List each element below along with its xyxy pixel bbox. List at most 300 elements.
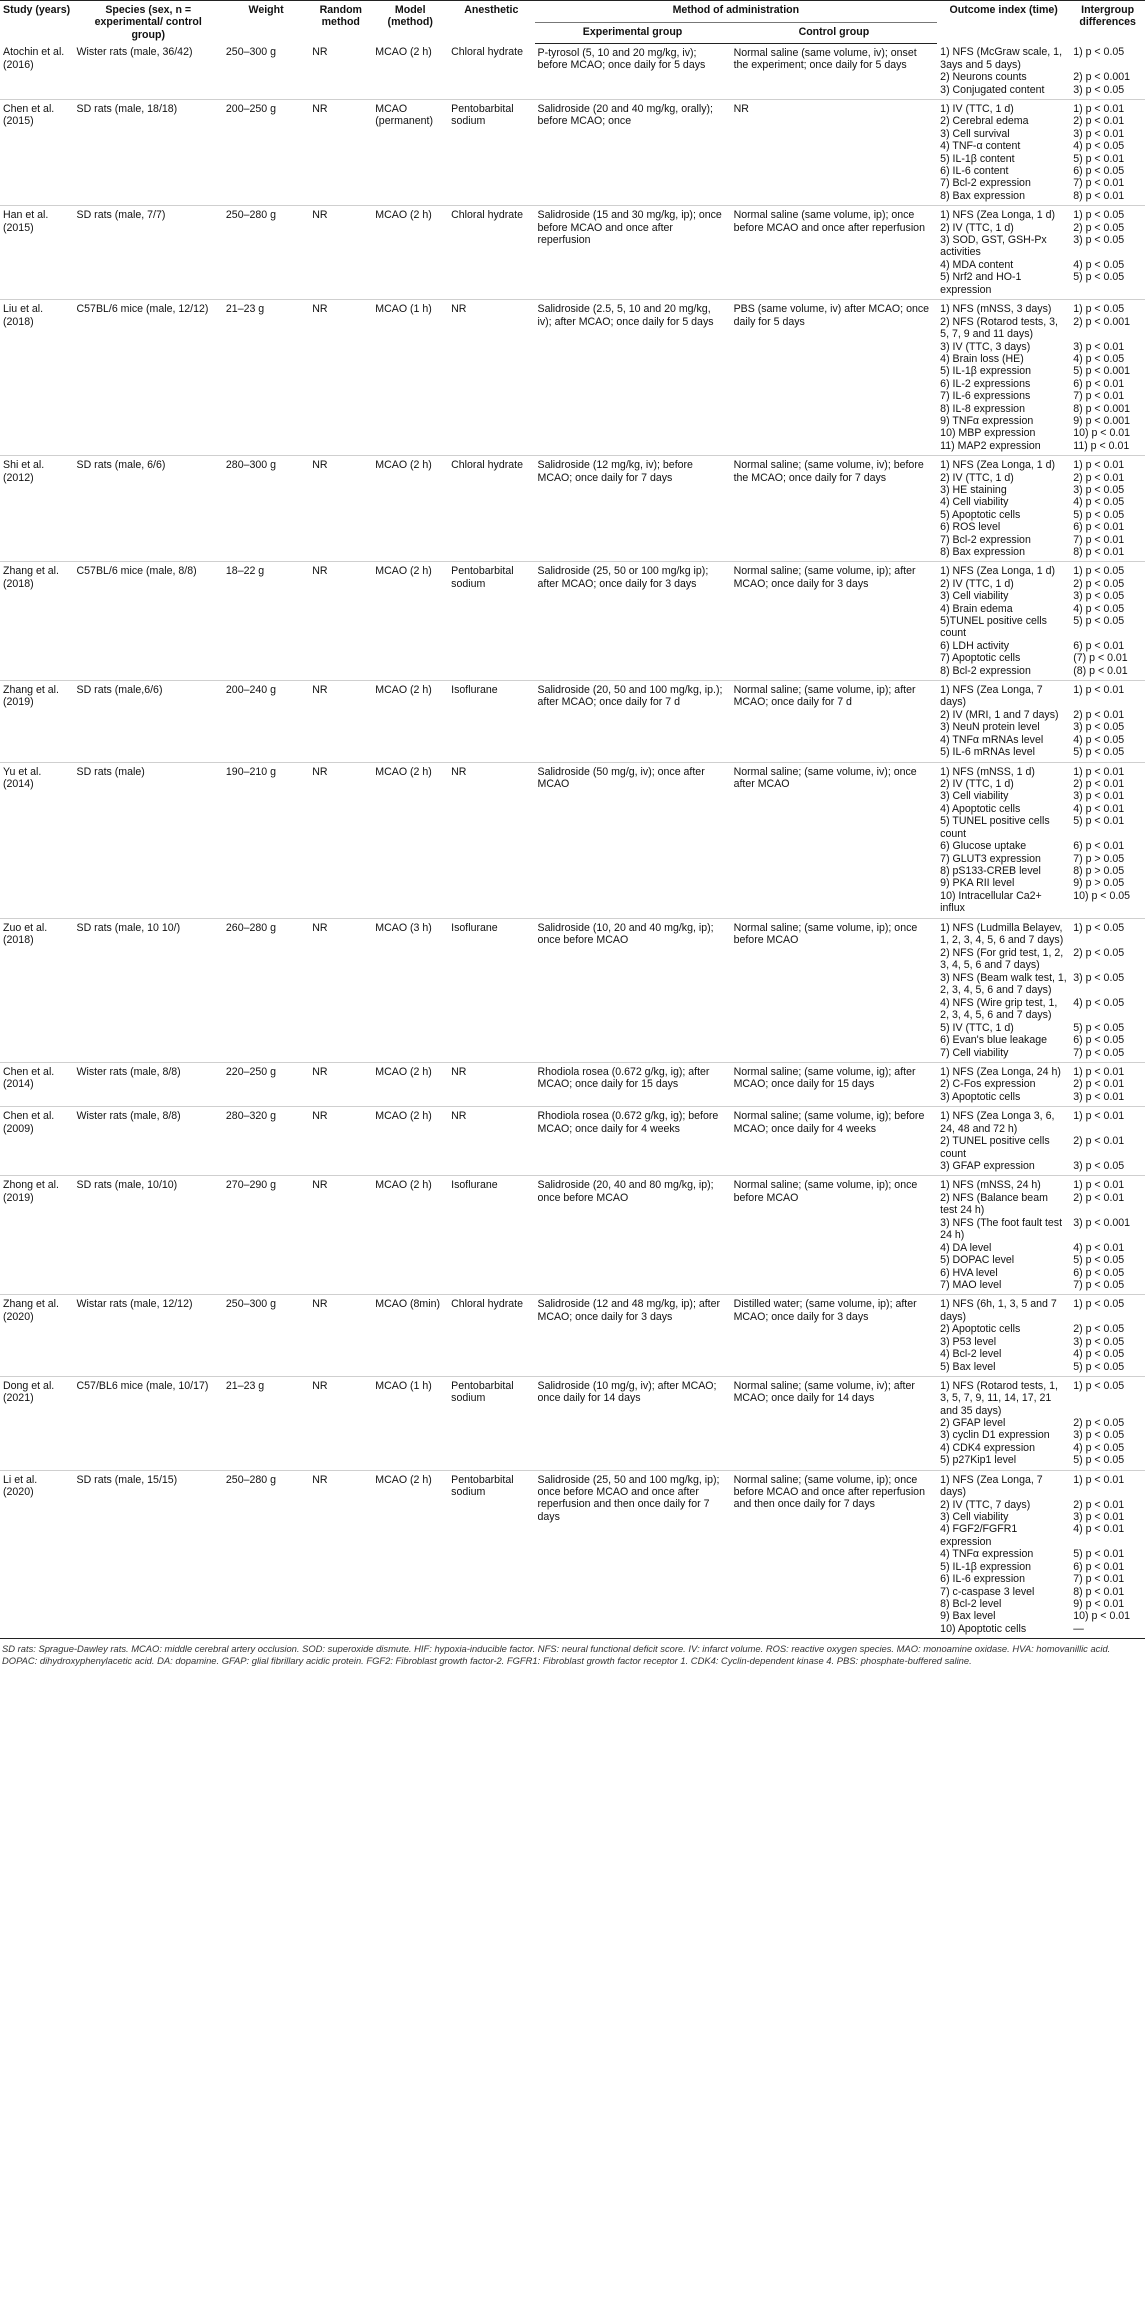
cell-weight: 200–240 g bbox=[223, 681, 309, 763]
cell-weight: 270–290 g bbox=[223, 1176, 309, 1295]
outcome-item: 6) Evan's blue leakage bbox=[940, 1034, 1048, 1047]
table-row bbox=[0, 1470, 1145, 1639]
cell-random-method: NR bbox=[309, 300, 372, 456]
outcome-item: 3) SOD, GST, GSH-Px activities bbox=[940, 233, 1047, 259]
difference-item: 4) p < 0.05 bbox=[1073, 140, 1125, 153]
outcome-item: 4) Cell viability bbox=[940, 496, 1009, 509]
cell-study: Li et al. (2020) bbox=[0, 1470, 74, 1639]
outcome-item: 1) NFS (Zea Longa, 1 d) bbox=[940, 459, 1055, 472]
outcome-item: 7) Bcl-2 expression bbox=[940, 177, 1031, 190]
difference-item: 1) p < 0.05 bbox=[1073, 1380, 1125, 1392]
cell-weight: 18–22 g bbox=[223, 562, 309, 681]
outcome-item: 2) IV (TTC, 1 d) bbox=[940, 471, 1014, 484]
outcome-item: 4) FGF2/FGFR1 expression bbox=[940, 1523, 1018, 1548]
difference-item: 3) p < 0.05 bbox=[1073, 1429, 1125, 1442]
cell-model: MCAO (2 h) bbox=[372, 1107, 448, 1176]
cell-random-method: NR bbox=[309, 43, 372, 99]
cell-outcome-index bbox=[937, 562, 1070, 681]
cell-outcome-index bbox=[937, 1295, 1070, 1377]
cell-outcome-index bbox=[937, 100, 1070, 206]
outcome-item: 1) NFS (Zea Longa, 7 days) bbox=[940, 1473, 1043, 1498]
cell-weight: 200–250 g bbox=[223, 100, 309, 206]
difference-item: 1) p < 0.01 bbox=[1073, 459, 1125, 472]
difference-item: 4) p < 0.01 bbox=[1073, 1241, 1125, 1254]
outcome-item: 2) NFS (Rotarod tests, 3, 5, 7, 9 and 11 days) bbox=[940, 315, 1058, 341]
cell-experimental-group: Salidroside (20 and 40 mg/kg, orally); before MCAO; once bbox=[535, 100, 731, 206]
table-row bbox=[0, 1176, 1145, 1295]
outcome-item: 7) Cell viability bbox=[940, 1046, 1009, 1059]
cell-species: Wister rats (male, 8/8) bbox=[74, 1107, 223, 1176]
difference-item: 2) p < 0.01 bbox=[1073, 778, 1125, 791]
header-random-method: Random method bbox=[309, 1, 372, 44]
difference-item: 5) p < 0.05 bbox=[1073, 508, 1125, 521]
cell-outcome-index bbox=[937, 1470, 1070, 1639]
header-species: Species (sex, n = experimental/ control group) bbox=[74, 1, 223, 44]
outcome-item: 3) HE staining bbox=[940, 483, 1007, 496]
cell-anesthetic: Chloral hydrate bbox=[448, 1295, 534, 1377]
difference-item: 9) p < 0.01 bbox=[1073, 1597, 1125, 1610]
difference-item: 1) p < 0.05 bbox=[1073, 1298, 1125, 1311]
cell-study: Zuo et al. (2018) bbox=[0, 918, 74, 1062]
cell-random-method: NR bbox=[309, 918, 372, 1062]
cell-experimental-group: Salidroside (12 and 48 mg/kg, ip); after MCAO; once daily for 3 days bbox=[535, 1295, 731, 1377]
outcome-item: 4) Brain loss (HE) bbox=[940, 353, 1024, 366]
cell-intergroup-differences bbox=[1070, 1295, 1145, 1377]
cell-intergroup-differences bbox=[1070, 562, 1145, 681]
outcome-item: 4) NFS (Wire grip test, 1, 2, 3, 4, 5, 6 and 7 days) bbox=[940, 996, 1058, 1022]
outcome-item: 5) IL-6 mRNAs level bbox=[940, 746, 1035, 759]
cell-species: Wister rats (male, 36/42) bbox=[74, 43, 223, 99]
difference-item: 5) p < 0.05 bbox=[1073, 746, 1125, 759]
difference-item: 3) p < 0.05 bbox=[1073, 83, 1125, 96]
cell-model: MCAO (2 h) bbox=[372, 762, 448, 918]
outcome-item: 1) IV (TTC, 1 d) bbox=[940, 103, 1014, 115]
cell-weight: 260–280 g bbox=[223, 918, 309, 1062]
difference-item: 1) p < 0.05 bbox=[1073, 46, 1125, 59]
cell-random-method: NR bbox=[309, 456, 372, 562]
difference-item: 1) p < 0.01 bbox=[1073, 1179, 1125, 1192]
cell-intergroup-differences bbox=[1070, 300, 1145, 456]
outcome-item: 1) NFS (mNSS, 24 h) bbox=[940, 1179, 1041, 1192]
difference-item: 5) p < 0.05 bbox=[1073, 614, 1125, 627]
outcome-item: 2) Cerebral edema bbox=[940, 115, 1029, 128]
cell-intergroup-differences bbox=[1070, 918, 1145, 1062]
table-row bbox=[0, 1062, 1145, 1106]
cell-experimental-group: Salidroside (12 mg/kg, iv); before MCAO; once daily for 7 days bbox=[535, 456, 731, 562]
outcome-item: 5) Bax level bbox=[940, 1360, 996, 1373]
cell-model: MCAO (2 h) bbox=[372, 1176, 448, 1295]
difference-item: 7) p < 0.01 bbox=[1073, 1573, 1125, 1586]
cell-species: SD rats (male, 18/18) bbox=[74, 100, 223, 206]
difference-item: 3) p < 0.05 bbox=[1073, 1335, 1125, 1348]
difference-item: 2) p < 0.01 bbox=[1073, 471, 1125, 484]
cell-intergroup-differences bbox=[1070, 43, 1145, 99]
difference-item: 7) p < 0.05 bbox=[1073, 1279, 1125, 1292]
outcome-item: 3) Apoptotic cells bbox=[940, 1090, 1021, 1103]
difference-item: — bbox=[1073, 1622, 1084, 1635]
cell-weight: 190–210 g bbox=[223, 762, 309, 918]
cell-outcome-index bbox=[937, 206, 1070, 300]
difference-item: 2) p < 0.05 bbox=[1073, 1323, 1125, 1336]
difference-item: 2) p < 0.05 bbox=[1073, 1417, 1125, 1429]
difference-item: 7) p < 0.01 bbox=[1073, 390, 1125, 403]
difference-item: 7) p < 0.05 bbox=[1073, 1046, 1125, 1059]
difference-item: 4) p < 0.05 bbox=[1073, 602, 1125, 615]
cell-species: C57BL/6 mice (male, 12/12) bbox=[74, 300, 223, 456]
outcome-item: 2) NFS (Balance beam test 24 h) bbox=[940, 1191, 1048, 1217]
outcome-item: 8) Bcl-2 expression bbox=[940, 664, 1031, 677]
difference-item: 5) p < 0.05 bbox=[1073, 1254, 1125, 1267]
difference-item: 3) p < 0.01 bbox=[1073, 1510, 1125, 1523]
cell-control-group: Normal saline; (same volume, ig); before MCAO; once daily for 4 weeks bbox=[731, 1107, 938, 1176]
cell-experimental-group: Salidroside (20, 40 and 80 mg/kg, ip); once before MCAO bbox=[535, 1176, 731, 1295]
cell-study: Dong et al. (2021) bbox=[0, 1377, 74, 1471]
table-row bbox=[0, 1107, 1145, 1176]
cell-species: C57BL/6 mice (male, 8/8) bbox=[74, 562, 223, 681]
cell-anesthetic: Isoflurane bbox=[448, 1176, 534, 1295]
outcome-item: 1) NFS (Zea Longa 3, 6, 24, 48 and 72 h) bbox=[940, 1110, 1055, 1135]
outcome-item: 3) NFS (The foot fault test 24 h) bbox=[940, 1216, 1063, 1242]
cell-outcome-index bbox=[937, 456, 1070, 562]
outcome-item: 2) Apoptotic cells bbox=[940, 1323, 1021, 1336]
outcome-item: 2) IV (MRI, 1 and 7 days) bbox=[940, 709, 1059, 722]
difference-item: 4) p < 0.05 bbox=[1073, 1441, 1125, 1454]
outcome-item: 3) GFAP expression bbox=[940, 1160, 1035, 1173]
difference-item: 3) p < 0.05 bbox=[1073, 721, 1125, 734]
table-row bbox=[0, 1377, 1145, 1471]
cell-intergroup-differences bbox=[1070, 100, 1145, 206]
header-anesthetic: Anesthetic bbox=[448, 1, 534, 44]
cell-control-group: Normal saline; (same volume, iv); before the MCAO; once daily for 7 days bbox=[731, 456, 938, 562]
cell-species: C57/BL6 mice (male, 10/17) bbox=[74, 1377, 223, 1471]
outcome-item: 3) Conjugated content bbox=[940, 83, 1045, 96]
cell-weight: 220–250 g bbox=[223, 1062, 309, 1106]
cell-control-group: Normal saline; (same volume, iv); once after MCAO bbox=[731, 762, 938, 918]
cell-anesthetic: Pentobarbital sodium bbox=[448, 1470, 534, 1639]
outcome-item: 5) IL-1β expression bbox=[940, 365, 1032, 378]
outcome-item: 5) TUNEL positive cells count bbox=[940, 815, 1050, 840]
cell-control-group: Distilled water; (same volume, ip); after MCAO; once daily for 3 days bbox=[731, 1295, 938, 1377]
difference-item: 6) p < 0.01 bbox=[1073, 521, 1125, 534]
difference-item: 3) p < 0.01 bbox=[1073, 127, 1125, 140]
cell-random-method: NR bbox=[309, 1176, 372, 1295]
difference-item: 6) p < 0.05 bbox=[1073, 164, 1125, 177]
cell-weight: 280–320 g bbox=[223, 1107, 309, 1176]
difference-item: 2) p < 0.01 bbox=[1073, 1078, 1125, 1091]
difference-item: 1) p < 0.05 bbox=[1073, 303, 1125, 316]
outcome-item: 6) Glucose uptake bbox=[940, 840, 1027, 853]
cell-outcome-index bbox=[937, 300, 1070, 456]
difference-item: 4) p < 0.05 bbox=[1073, 496, 1125, 509]
difference-item: 6) p < 0.01 bbox=[1073, 377, 1125, 390]
header-weight: Weight bbox=[223, 1, 309, 44]
difference-item: 1) p < 0.01 bbox=[1073, 1473, 1125, 1486]
difference-item: 5) p < 0.05 bbox=[1073, 271, 1125, 284]
difference-item: 9) p < 0.001 bbox=[1073, 415, 1131, 428]
difference-item: 5) p < 0.001 bbox=[1073, 365, 1131, 378]
cell-intergroup-differences bbox=[1070, 206, 1145, 300]
cell-intergroup-differences bbox=[1070, 1470, 1145, 1639]
outcome-item: 1) NFS (Zea Longa, 1 d) bbox=[940, 209, 1055, 222]
difference-item: 8) p > 0.05 bbox=[1073, 864, 1125, 877]
cell-control-group: Normal saline (same volume, ip); once before MCAO and once after reperfusion bbox=[731, 206, 938, 300]
table-row bbox=[0, 206, 1145, 300]
difference-item: 2) p < 0.01 bbox=[1073, 709, 1125, 722]
outcome-item: 7) Bcl-2 expression bbox=[940, 533, 1031, 546]
cell-anesthetic: NR bbox=[448, 1062, 534, 1106]
difference-item: 5) p < 0.01 bbox=[1073, 152, 1125, 165]
difference-item: 2) p < 0.01 bbox=[1073, 1135, 1125, 1148]
outcome-item: 1) NFS (mNSS, 1 d) bbox=[940, 765, 1035, 778]
cell-species: Wister rats (male, 8/8) bbox=[74, 1062, 223, 1106]
cell-random-method: NR bbox=[309, 100, 372, 206]
cell-intergroup-differences bbox=[1070, 762, 1145, 918]
cell-study: Zhong et al. (2019) bbox=[0, 1176, 74, 1295]
cell-intergroup-differences bbox=[1070, 681, 1145, 763]
difference-item: 6) p < 0.05 bbox=[1073, 1266, 1125, 1279]
cell-study: Yu et al. (2014) bbox=[0, 762, 74, 918]
table-row bbox=[0, 456, 1145, 562]
outcome-item: 5) DOPAC level bbox=[940, 1254, 1015, 1267]
difference-item: 2) p < 0.001 bbox=[1073, 71, 1131, 84]
outcome-item: 3) IV (TTC, 3 days) bbox=[940, 340, 1031, 353]
difference-item: 3) p < 0.05 bbox=[1073, 971, 1125, 984]
difference-item: 4) p < 0.05 bbox=[1073, 733, 1125, 746]
outcome-item: 7) IL-6 expressions bbox=[940, 390, 1031, 403]
outcome-item: 6) IL-2 expressions bbox=[940, 377, 1031, 390]
table-body bbox=[0, 43, 1145, 1638]
outcome-item: 1) NFS (Zea Longa, 1 d) bbox=[940, 565, 1055, 578]
cell-experimental-group: Salidroside (15 and 30 mg/kg, ip); once before MCAO and once after reperfusion bbox=[535, 206, 731, 300]
outcome-item: 9) PKA RII level bbox=[940, 877, 1015, 890]
cell-experimental-group: Salidroside (25, 50 or 100 mg/kg ip); after MCAO; once daily for 3 days bbox=[535, 562, 731, 681]
cell-control-group: PBS (same volume, iv) after MCAO; once daily for 5 days bbox=[731, 300, 938, 456]
difference-item: 2) p < 0.05 bbox=[1073, 946, 1125, 959]
cell-anesthetic: Isoflurane bbox=[448, 681, 534, 763]
cell-random-method: NR bbox=[309, 1062, 372, 1106]
outcome-item: 4) TNFα expression bbox=[940, 1548, 1034, 1561]
cell-experimental-group: Salidroside (10 mg/g, iv); after MCAO; once daily for 14 days bbox=[535, 1377, 731, 1471]
outcome-item: 7) c-caspase 3 level bbox=[940, 1585, 1035, 1598]
cell-control-group: Normal saline; (same volume, ip); after MCAO; once daily for 3 days bbox=[731, 562, 938, 681]
cell-species: SD rats (male,6/6) bbox=[74, 681, 223, 763]
outcome-item: 3) Cell viability bbox=[940, 790, 1009, 803]
cell-control-group: Normal saline; (same volume, ip); once before MCAO bbox=[731, 918, 938, 1062]
difference-item: 4) p < 0.01 bbox=[1073, 802, 1125, 815]
cell-model: MCAO (3 h) bbox=[372, 918, 448, 1062]
cell-study: Chen et al. (2014) bbox=[0, 1062, 74, 1106]
cell-intergroup-differences bbox=[1070, 456, 1145, 562]
outcome-item: 1) NFS (McGraw scale, 1, 3ays and 5 days) bbox=[940, 46, 1063, 71]
difference-item: 5) p < 0.05 bbox=[1073, 1454, 1125, 1467]
difference-item: 1) p < 0.01 bbox=[1073, 1110, 1125, 1123]
outcome-item: 2) Neurons counts bbox=[940, 71, 1027, 84]
table-row bbox=[0, 562, 1145, 681]
difference-item: 10) p < 0.01 bbox=[1073, 427, 1131, 440]
cell-study: Zhang et al. (2020) bbox=[0, 1295, 74, 1377]
outcome-item: 5)TUNEL positive cells count bbox=[940, 614, 1047, 640]
cell-weight: 250–280 g bbox=[223, 206, 309, 300]
cell-anesthetic: Pentobarbital sodium bbox=[448, 100, 534, 206]
cell-species: SD rats (male, 6/6) bbox=[74, 456, 223, 562]
cell-intergroup-differences bbox=[1070, 1176, 1145, 1295]
difference-item: 1) p < 0.05 bbox=[1073, 565, 1125, 578]
cell-weight: 250–300 g bbox=[223, 43, 309, 99]
outcome-item: 2) C-Fos expression bbox=[940, 1078, 1036, 1091]
cell-study: Zhang et al. (2018) bbox=[0, 562, 74, 681]
difference-item: 8) p < 0.001 bbox=[1073, 402, 1131, 415]
cell-model: MCAO (1 h) bbox=[372, 1377, 448, 1471]
difference-item: 4) p < 0.05 bbox=[1073, 996, 1125, 1009]
outcome-item: 6) HVA level bbox=[940, 1266, 998, 1279]
table-row bbox=[0, 762, 1145, 918]
difference-item: 2) p < 0.05 bbox=[1073, 577, 1125, 590]
outcome-item: 2) IV (TTC, 1 d) bbox=[940, 221, 1014, 234]
outcome-item: 7) GLUT3 expression bbox=[940, 852, 1041, 865]
cell-control-group: NR bbox=[731, 100, 938, 206]
difference-item: 3) p < 0.05 bbox=[1073, 483, 1125, 496]
cell-model: MCAO (2 h) bbox=[372, 1470, 448, 1639]
outcome-item: 3) Cell viability bbox=[940, 590, 1009, 603]
cell-outcome-index bbox=[937, 1377, 1070, 1471]
cell-random-method: NR bbox=[309, 206, 372, 300]
cell-weight: 250–300 g bbox=[223, 1295, 309, 1377]
outcome-item: 7) Apoptotic cells bbox=[940, 652, 1021, 665]
outcome-item: 2) IV (TTC, 1 d) bbox=[940, 577, 1014, 590]
cell-control-group: Normal saline; (same volume, iv); after MCAO; once daily for 14 days bbox=[731, 1377, 938, 1471]
difference-item: 7) p < 0.01 bbox=[1073, 533, 1125, 546]
cell-experimental-group: Salidroside (50 mg/g, iv); once after MCAO bbox=[535, 762, 731, 918]
difference-item: 1) p < 0.05 bbox=[1073, 209, 1125, 222]
cell-outcome-index bbox=[937, 1062, 1070, 1106]
outcome-item: 5) IV (TTC, 1 d) bbox=[940, 1021, 1014, 1034]
outcome-item: 2) TUNEL positive cells count bbox=[940, 1135, 1050, 1160]
outcome-item: 5) IL-1β expression bbox=[940, 1560, 1032, 1573]
outcome-item: 5) IL-1β content bbox=[940, 152, 1015, 165]
outcome-item: 4) DA level bbox=[940, 1241, 992, 1254]
cell-outcome-index bbox=[937, 681, 1070, 763]
cell-anesthetic: Chloral hydrate bbox=[448, 43, 534, 99]
cell-weight: 280–300 g bbox=[223, 456, 309, 562]
header-outcome-index: Outcome index (time) bbox=[937, 1, 1070, 44]
outcome-item: 8) Bax expression bbox=[940, 189, 1025, 202]
difference-item: 5) p < 0.05 bbox=[1073, 1360, 1125, 1373]
outcome-item: 10) Apoptotic cells bbox=[940, 1622, 1027, 1635]
outcome-item: 1) NFS (Ludmilla Belayev, 1, 2, 3, 4, 5, 6 and 7 days) bbox=[940, 921, 1064, 947]
difference-item: 1) p < 0.01 bbox=[1073, 1065, 1125, 1078]
outcome-item: 3) Cell survival bbox=[940, 127, 1010, 140]
cell-anesthetic: Chloral hydrate bbox=[448, 456, 534, 562]
table-row bbox=[0, 1295, 1145, 1377]
difference-item: (7) p < 0.01 bbox=[1073, 652, 1128, 665]
cell-intergroup-differences bbox=[1070, 1377, 1145, 1471]
difference-item: 2) p < 0.01 bbox=[1073, 1191, 1125, 1204]
cell-study: Zhang et al. (2019) bbox=[0, 681, 74, 763]
cell-anesthetic: NR bbox=[448, 762, 534, 918]
table-row bbox=[0, 918, 1145, 1062]
difference-item: 6) p < 0.01 bbox=[1073, 1560, 1125, 1573]
cell-weight: 21–23 g bbox=[223, 300, 309, 456]
cell-experimental-group: Salidroside (25, 50 and 100 mg/kg, ip); once before MCAO and once after reperfusion and then once daily for 7 days bbox=[535, 1470, 731, 1639]
header-intergroup-differences: Intergroup differences bbox=[1070, 1, 1145, 44]
cell-intergroup-differences bbox=[1070, 1107, 1145, 1176]
difference-item: 4) p < 0.05 bbox=[1073, 258, 1125, 271]
difference-item: 9) p > 0.05 bbox=[1073, 877, 1125, 890]
cell-random-method: NR bbox=[309, 562, 372, 681]
difference-item: 6) p < 0.01 bbox=[1073, 639, 1125, 652]
cell-model: MCAO (1 h) bbox=[372, 300, 448, 456]
difference-item: 8) p < 0.01 bbox=[1073, 545, 1125, 558]
outcome-item: 8) Bcl-2 level bbox=[940, 1597, 1002, 1610]
outcome-item: 3) NeuN protein level bbox=[940, 721, 1040, 734]
cell-experimental-group: P-tyrosol (5, 10 and 20 mg/kg, iv); before MCAO; once daily for 5 days bbox=[535, 43, 731, 99]
cell-model: MCAO (2 h) bbox=[372, 681, 448, 763]
outcome-item: 4) MDA content bbox=[940, 258, 1014, 271]
outcome-item: 4) CDK4 expression bbox=[940, 1441, 1035, 1454]
cell-random-method: NR bbox=[309, 1470, 372, 1639]
outcome-item: 5) p27Kip1 level bbox=[940, 1454, 1017, 1467]
outcome-item: 3) cyclin D1 expression bbox=[940, 1429, 1050, 1442]
difference-item: 2) p < 0.001 bbox=[1073, 315, 1131, 328]
cell-control-group: Normal saline; (same volume, ip); after MCAO; once daily for 7 d bbox=[731, 681, 938, 763]
cell-outcome-index bbox=[937, 1107, 1070, 1176]
difference-item: 5) p < 0.01 bbox=[1073, 1548, 1125, 1561]
outcome-item: 3) P53 level bbox=[940, 1335, 997, 1348]
outcome-item: 1) NFS (Rotarod tests, 1, 3, 5, 7, 9, 11, 14, 17, 21 and 35 days) bbox=[940, 1380, 1058, 1417]
cell-outcome-index bbox=[937, 918, 1070, 1062]
outcome-item: 6) LDH activity bbox=[940, 639, 1010, 652]
cell-anesthetic: Chloral hydrate bbox=[448, 206, 534, 300]
cell-model: MCAO (2 h) bbox=[372, 562, 448, 681]
cell-control-group: Normal saline; (same volume, ig); after MCAO; once daily for 15 days bbox=[731, 1062, 938, 1106]
cell-weight: 21–23 g bbox=[223, 1377, 309, 1471]
cell-experimental-group: Salidroside (20, 50 and 100 mg/kg, ip.); after MCAO; once daily for 7 d bbox=[535, 681, 731, 763]
outcome-item: 6) IL-6 content bbox=[940, 164, 1009, 177]
difference-item: 1) p < 0.01 bbox=[1073, 684, 1125, 697]
header-study: Study (years) bbox=[0, 1, 74, 44]
difference-item: 3) p < 0.05 bbox=[1073, 1160, 1125, 1173]
cell-anesthetic: Pentobarbital sodium bbox=[448, 562, 534, 681]
cell-model: MCAO (2 h) bbox=[372, 43, 448, 99]
table-row bbox=[0, 100, 1145, 206]
difference-item: 3) p < 0.01 bbox=[1073, 340, 1125, 353]
outcome-item: 2) IV (TTC, 1 d) bbox=[940, 778, 1014, 791]
cell-outcome-index bbox=[937, 762, 1070, 918]
table-row bbox=[0, 681, 1145, 763]
difference-item: 7) p < 0.01 bbox=[1073, 177, 1125, 190]
cell-species: SD rats (male, 15/15) bbox=[74, 1470, 223, 1639]
outcome-item: 1) NFS (6h, 1, 3, 5 and 7 days) bbox=[940, 1298, 1057, 1323]
difference-item: (8) p < 0.01 bbox=[1073, 664, 1128, 677]
outcome-item: 3) NFS (Beam walk test, 1, 2, 3, 4, 5, 6 and 7 days) bbox=[940, 971, 1067, 997]
cell-species: SD rats (male, 7/7) bbox=[74, 206, 223, 300]
outcome-item: 5) Apoptotic cells bbox=[940, 508, 1021, 521]
difference-item: 3) p < 0.01 bbox=[1073, 1090, 1125, 1103]
difference-item: 10) p < 0.05 bbox=[1073, 889, 1131, 902]
outcome-item: 8) IL-8 expression bbox=[940, 402, 1025, 415]
outcome-item: 1) NFS (mNSS, 3 days) bbox=[940, 303, 1052, 316]
header-control-group: Control group bbox=[731, 22, 938, 43]
cell-study: Chen et al. (2009) bbox=[0, 1107, 74, 1176]
cell-model: MCAO (permanent) bbox=[372, 100, 448, 206]
outcome-item: 4) Bcl-2 level bbox=[940, 1348, 1002, 1361]
difference-item: 6) p < 0.01 bbox=[1073, 840, 1125, 853]
cell-outcome-index bbox=[937, 1176, 1070, 1295]
outcome-item: 8) pS133-CREB level bbox=[940, 864, 1041, 877]
outcome-item: 6) IL-6 expression bbox=[940, 1573, 1025, 1586]
outcome-item: 4) TNFα mRNAs level bbox=[940, 733, 1044, 746]
difference-item: 8) p < 0.01 bbox=[1073, 1585, 1125, 1598]
